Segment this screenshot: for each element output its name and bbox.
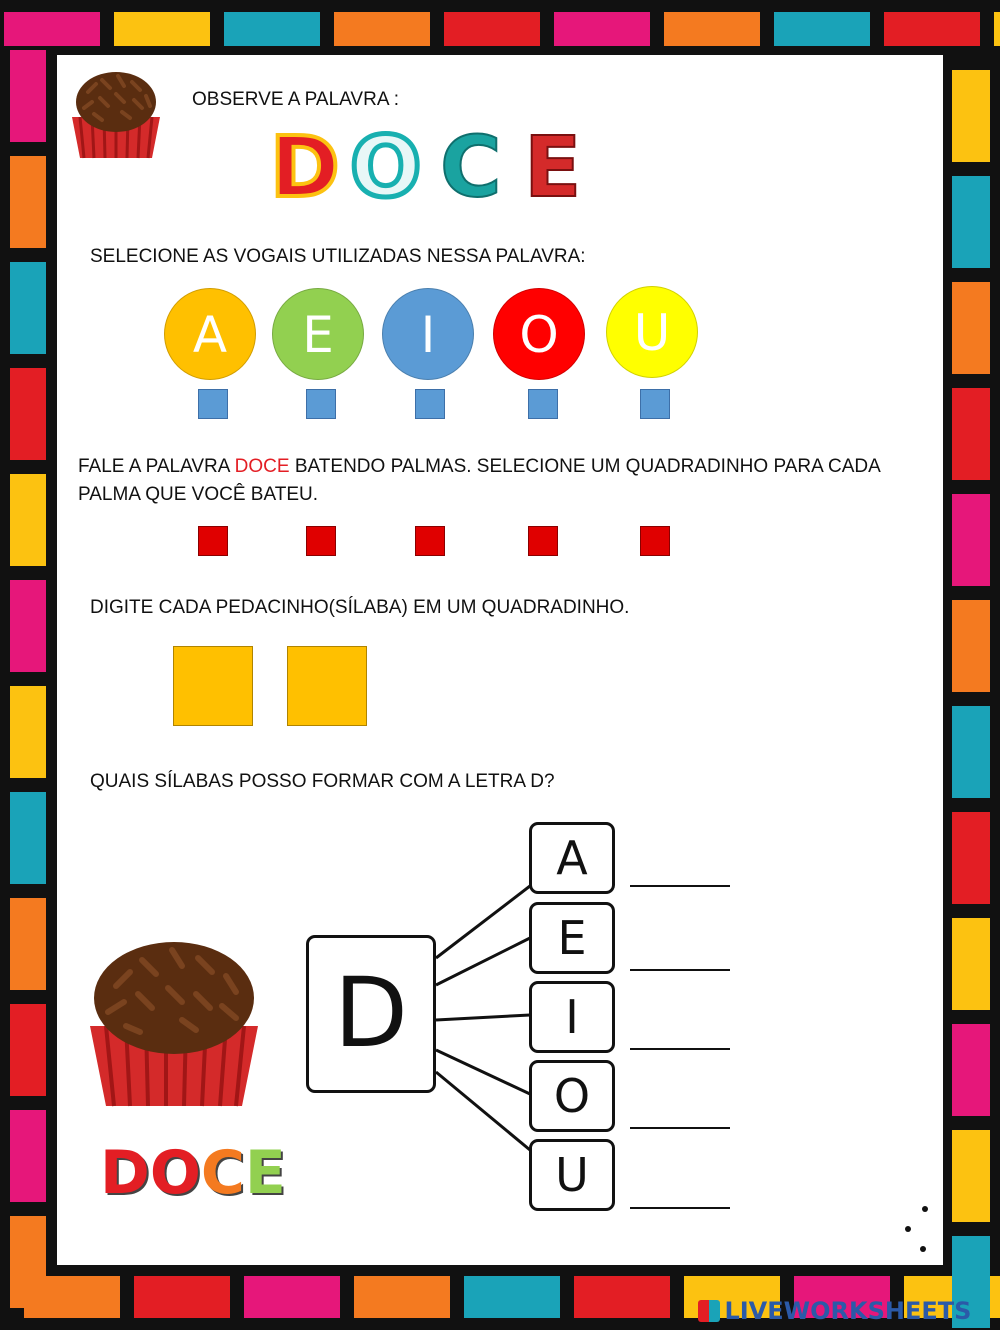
title-letter-o: O bbox=[350, 118, 422, 210]
clap-instruction-line2: PALMA QUE VOCÊ BATEU. bbox=[78, 484, 319, 505]
answer-line-di[interactable] bbox=[630, 1048, 730, 1050]
observe-label: OBSERVE A PALAVRA : bbox=[192, 89, 399, 110]
d-vowel-box-i: I bbox=[529, 981, 615, 1053]
decorative-dot bbox=[922, 1206, 928, 1212]
bottom-letter-e: E bbox=[244, 1138, 286, 1208]
d-letter-box: D bbox=[306, 935, 436, 1093]
bottom-letter-c: C bbox=[200, 1138, 245, 1208]
brigadeiro-large-icon bbox=[86, 936, 262, 1108]
vowel-circle-o: O bbox=[493, 288, 585, 380]
liveworksheets-logo bbox=[698, 1297, 971, 1325]
d-question: QUAIS SÍLABAS POSSO FORMAR COM A LETRA D? bbox=[90, 771, 555, 792]
liveworksheets-icon bbox=[698, 1300, 720, 1322]
d-vowel-box-e: E bbox=[529, 902, 615, 974]
answer-line-de[interactable] bbox=[630, 969, 730, 971]
vowel-circle-i: I bbox=[382, 288, 474, 380]
decorative-dot bbox=[920, 1246, 926, 1252]
title-letter-d: D bbox=[270, 118, 340, 210]
vowel-circle-u: U bbox=[606, 286, 698, 378]
bottom-letter-d: D bbox=[100, 1138, 150, 1208]
answer-line-du[interactable] bbox=[630, 1207, 730, 1209]
clap-instruction-before: FALE A PALAVRA bbox=[78, 456, 235, 477]
vowel-circle-a: A bbox=[164, 288, 256, 380]
title-letter-c: C bbox=[440, 118, 502, 210]
syllable-instruction: DIGITE CADA PEDACINHO(SÍLABA) EM UM QUADRADINHO. bbox=[90, 597, 630, 618]
watermark-text: LIVEWORKSHEETS bbox=[724, 1297, 972, 1325]
vowel-circle-e: E bbox=[272, 288, 364, 380]
vowels-instruction: SELECIONE AS VOGAIS UTILIZADAS NESSA PALAVRA: bbox=[90, 246, 586, 267]
title-letter-e: E bbox=[524, 118, 582, 210]
decorative-dot bbox=[905, 1226, 911, 1232]
clap-instruction-after: BATENDO PALMAS. SELECIONE UM QUADRADINHO PARA CADA bbox=[289, 456, 881, 477]
d-vowel-box-o: O bbox=[529, 1060, 615, 1132]
d-vowel-box-a: A bbox=[529, 822, 615, 894]
answer-line-da[interactable] bbox=[630, 885, 730, 887]
answer-line-do[interactable] bbox=[630, 1127, 730, 1129]
clap-instruction-word: DOCE bbox=[234, 456, 290, 477]
d-vowel-box-u: U bbox=[529, 1139, 615, 1211]
bottom-word-doce bbox=[100, 1138, 286, 1208]
bottom-letter-o: O bbox=[149, 1138, 201, 1208]
